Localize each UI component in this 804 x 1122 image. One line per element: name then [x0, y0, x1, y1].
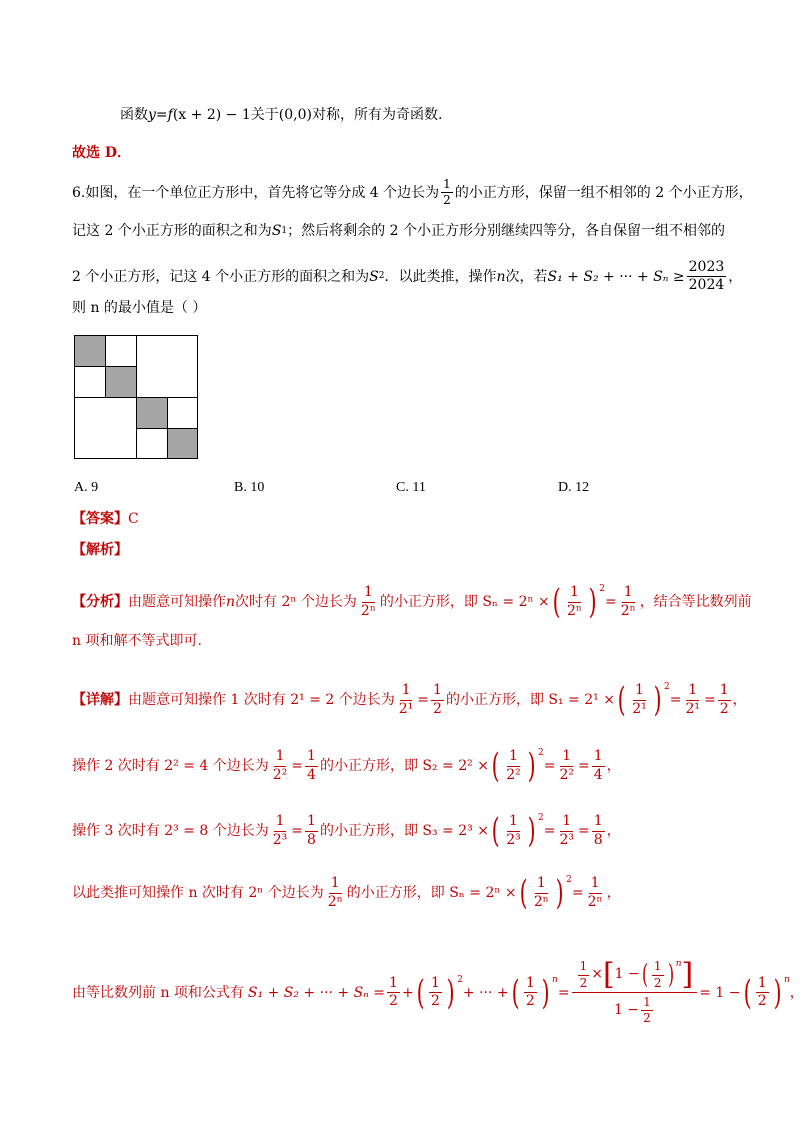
fraction — [305, 814, 318, 848]
text: 对称，所有为奇函数. — [311, 107, 443, 123]
exponent: 2 — [599, 584, 605, 594]
fenxi-label: 【分析】 — [72, 594, 128, 610]
denominator: 8 — [307, 831, 316, 848]
text: = — [604, 594, 617, 610]
denominator: 2 — [643, 1011, 651, 1026]
math-lhs: S₁ + S₂ + ··· + Sₙ = — [247, 984, 386, 1001]
numerator: 1 — [718, 683, 731, 700]
q6-line-1 — [72, 178, 753, 207]
blank-square-1 — [106, 336, 137, 367]
text: 1 − — [614, 1001, 640, 1018]
text: ， — [606, 758, 621, 774]
numerator: 1 — [622, 585, 635, 602]
text: 的小正方形，即 S₂ = 2² × — [319, 758, 489, 774]
exponent: n — [675, 959, 682, 970]
plus-sign: + — [401, 984, 414, 1001]
numerator: 1 — [507, 749, 520, 766]
math-n: n — [496, 268, 506, 285]
step2-line: 操作 2 次时有 2² = 4 个边长为 $\frac{1}{\text{2²}}$ = $\frac{1}{4}$ 的小正方形，即 S₂ = 2² × ( $\frac{1}{\text{2²}}$ ) $^2$ = $\frac{1}{\text{2²}}$ = $\frac{1}{4}$ ， — [72, 746, 621, 786]
stepn-line: 以此类推可知操作 n 次时有 2ⁿ 个边长为 $\frac{1}{\text{2ⁿ}}$ 的小正方形，即 Sₙ = 2ⁿ × ( $\frac{1}{\text{2ⁿ}}$ ) $^2$ = $\frac{1}{\text{2ⁿ}}$ ， — [72, 873, 621, 913]
option-a: A. 9 — [74, 480, 99, 495]
text: 2 个小正方形，记这 4 个小正方形的面积之和为 — [72, 268, 370, 285]
text: 关于 — [250, 107, 279, 123]
numerator: 1 — [274, 814, 287, 831]
sum-line — [72, 957, 804, 1026]
numerator: 1 — [686, 683, 699, 700]
answer-value: C — [128, 511, 139, 527]
subscript: 2 — [378, 271, 385, 282]
numerator: 1 — [400, 683, 413, 700]
denominator: 2 — [430, 993, 440, 1010]
denominator: 2 — [719, 700, 729, 717]
paren-group: ( $\frac{1}{\text{2¹}}$ ) $^2$ — [617, 680, 670, 720]
line-odd-function — [120, 108, 442, 122]
text: 的小正方形，即 Sₙ = 2ⁿ × — [346, 885, 517, 901]
fraction — [326, 876, 345, 910]
numerator: 1 — [589, 876, 602, 893]
denominator: 2³ — [559, 831, 574, 848]
numerator: 1 — [652, 960, 664, 975]
denominator: 2 — [443, 193, 451, 208]
paren-group: ( $\frac{1}{2}$ ) $^n$ — [743, 972, 790, 1013]
fraction — [565, 585, 584, 619]
denominator: 2ⁿ — [620, 602, 636, 619]
text: 由等比数列前 n 项和公式有 — [72, 984, 244, 1001]
numerator: 1 — [274, 749, 287, 766]
exponent: 2 — [538, 813, 544, 823]
paren-group: ( $\frac{1}{2}$ ) $^n$ — [511, 972, 558, 1013]
denominator: 2 — [757, 993, 767, 1010]
math-y: y — [148, 107, 156, 123]
fraction — [578, 960, 590, 989]
exponent: 2 — [566, 875, 572, 885]
shaded-square-2 — [106, 367, 137, 398]
numerator: 1 — [429, 976, 442, 993]
xiangjie-label: 【详解】 — [72, 692, 128, 708]
numerator: 1 — [560, 814, 573, 831]
fraction-half — [441, 178, 453, 207]
numerator: 1 — [329, 876, 342, 893]
text: 的小正方形，即 S₁ = 2¹ × — [445, 692, 615, 708]
text: ．以此类推，操作 — [384, 268, 497, 285]
choose-d-line — [72, 146, 131, 160]
fraction — [271, 749, 290, 783]
blank-square-3 — [168, 398, 198, 429]
answer-label: 【答案】 — [72, 511, 128, 527]
fraction — [718, 683, 731, 717]
fraction — [683, 683, 702, 717]
numerator: 1 — [578, 960, 590, 975]
xiangjie-line: 【详解】 由题意可知操作 1 次时有 2¹ = 2 个边长为 $\frac{1}{\text{2¹}}$ = $\frac{1}{2}$ 的小正方形，即 S₁ = 2¹ × ( $\frac{1}{\text{2¹}}$ ) $^2$ = $\frac{1}{\text{2¹}}$ = $\frac{1}{2}$ ， — [72, 680, 747, 720]
text: ， — [732, 692, 747, 708]
denominator: 2² — [559, 766, 574, 783]
option-b: B. 10 — [234, 480, 265, 495]
denominator: 2ⁿ — [360, 602, 376, 619]
subscript: 1 — [281, 225, 288, 236]
paren-group: ( $\frac{1}{\text{2²}}$ ) $^2$ — [491, 746, 544, 786]
numerator: 1 — [362, 585, 375, 602]
denominator: 2 — [653, 975, 662, 990]
top-right-square — [137, 336, 198, 398]
text: ，结合等比数列前 — [639, 594, 752, 610]
fraction — [641, 996, 653, 1025]
text: 故选 D． — [72, 145, 132, 161]
numerator: 1 — [305, 749, 318, 766]
text: = 1 − — [699, 984, 741, 1001]
text: 则 n 的最小值是（ ） — [72, 300, 207, 316]
denominator: 2³ — [506, 831, 521, 848]
text: n 项和解不等式即可. — [72, 633, 202, 649]
text: 的小正方形，即 S₃ = 2³ × — [319, 823, 489, 839]
fraction — [271, 814, 290, 848]
text: 次，若 — [505, 268, 548, 285]
blank-square-4 — [137, 429, 168, 459]
denominator: 8 — [593, 831, 603, 848]
text: ， — [789, 984, 804, 1001]
fraction — [619, 585, 638, 619]
numerator: 1 — [535, 876, 548, 893]
analysis-label-line — [72, 543, 128, 557]
denominator: 2024 — [688, 277, 725, 294]
text: 以此类推可知操作 n 次时有 2ⁿ 个边长为 — [72, 885, 324, 901]
numerator: 1 — [568, 585, 581, 602]
times-sign: × — [591, 966, 603, 983]
text: 记这 2 个小正方形的面积之和为 — [72, 223, 272, 239]
denominator: 2³ — [272, 831, 288, 848]
math-eq: = — [155, 107, 168, 123]
denominator: 2ⁿ — [587, 893, 603, 910]
numerator: 1 — [592, 814, 605, 831]
text: 的小正方形，即 Sₙ = 2ⁿ × — [379, 594, 550, 610]
paren-group: ( $\frac{1}{\text{2³}}$ ) $^2$ — [491, 811, 544, 851]
q6-line-2 — [72, 224, 725, 238]
math-args: (x + 2) − 1 — [172, 107, 251, 123]
shaded-square-1 — [75, 336, 106, 367]
numerator: 1 — [641, 996, 653, 1011]
text: 次时有 2ⁿ 个边长为 — [235, 594, 357, 610]
fraction — [431, 683, 444, 717]
step3-line: 操作 3 次时有 2³ = 8 个边长为 $\frac{1}{\text{2³}}$ = $\frac{1}{8}$ 的小正方形，即 S₃ = 2³ × ( $\frac{1}{\text{2³}}$ ) $^2$ = $\frac{1}{\text{2³}}$ = $\frac{1}{8}$ ， — [72, 811, 621, 851]
blank-square-2 — [75, 367, 106, 398]
big-fraction — [572, 957, 698, 1026]
denominator: 2¹ — [632, 700, 647, 717]
paren-group: ( $\frac{1}{2}$ ) $^2$ — [416, 972, 463, 1013]
fraction — [592, 814, 605, 848]
fraction — [592, 749, 605, 783]
denominator: 4 — [593, 766, 603, 783]
exponent: n — [783, 974, 790, 985]
numerator: 1 — [592, 749, 605, 766]
bottom-left-square — [75, 398, 137, 459]
ellipsis: + ··· + — [462, 984, 509, 1001]
fraction — [557, 749, 576, 783]
denominator: 2¹ — [685, 700, 700, 717]
numerator: 1 — [560, 749, 573, 766]
text: 的小正方形，保留一组不相邻的 2 个小正方形， — [454, 184, 753, 201]
fraction — [359, 585, 378, 619]
math-point: (0,0) — [278, 107, 312, 123]
numerator: 1 — [441, 178, 453, 193]
option-d: D. 12 — [558, 480, 590, 495]
text: ；然后将剩余的 2 个小正方形分别继续四等分，各自保留一组不相邻的 — [287, 223, 725, 239]
fenxi-line-2 — [72, 634, 202, 648]
math-sum: S₁ + S₂ + ··· + Sₙ ≥ — [547, 268, 685, 285]
text: 1 − — [614, 966, 640, 983]
text: 操作 2 次时有 2² = 4 个边长为 — [72, 758, 269, 774]
exponent: 2 — [538, 748, 544, 758]
denominator: 2² — [506, 766, 521, 783]
numerator: 1 — [507, 814, 520, 831]
denominator: 2¹ — [398, 700, 414, 717]
denominator: 2ⁿ — [327, 893, 343, 910]
text: 操作 3 次时有 2³ = 8 个边长为 — [72, 823, 269, 839]
denominator: 2 — [433, 700, 442, 717]
text: 6.如图，在一个单位正方形中，首先将它等分成 4 个边长为 — [72, 184, 440, 201]
math-f: f — [167, 107, 173, 123]
numerator: 1 — [524, 976, 537, 993]
text: ， — [606, 823, 621, 839]
paren-group: ( $\frac{1}{\text{2ⁿ}}$ ) $^2$ — [519, 873, 572, 913]
numerator: 1 — [387, 976, 400, 993]
text: 函数 — [120, 107, 148, 123]
denominator: 2² — [272, 766, 288, 783]
fraction — [387, 976, 400, 1010]
denominator: 2 — [579, 975, 588, 990]
exponent: 2 — [457, 974, 463, 985]
numerator: 1 — [431, 683, 444, 700]
math-s: S — [271, 223, 282, 239]
shaded-square-4 — [168, 429, 198, 459]
q6-line-3 — [72, 260, 742, 294]
option-c: C. 11 — [396, 480, 426, 495]
math-n: n — [226, 594, 236, 610]
shaded-square-3 — [137, 398, 168, 429]
fraction — [305, 749, 318, 783]
equals-sign: = — [557, 984, 570, 1001]
text: ， — [728, 268, 743, 285]
text: ， — [606, 885, 621, 901]
exponent: 2 — [664, 682, 670, 692]
denominator: 4 — [307, 766, 316, 783]
numerator: 1 — [633, 683, 646, 700]
denominator: 2 — [389, 993, 398, 1010]
big-denominator — [612, 993, 657, 1025]
text: 由题意可知操作 1 次时有 2¹ = 2 个边长为 — [128, 692, 395, 708]
big-numerator: $\frac{1}{2}$ × [ 1 − ( $\frac{1}{2}$ ) $^n$ ] — [572, 960, 698, 993]
denominator: 2ⁿ — [533, 893, 549, 910]
q6-line-4 — [72, 301, 206, 315]
analysis-label: 【解析】 — [72, 542, 128, 558]
paren-group: ( $\frac{1}{\text{2ⁿ}}$ ) $^2$ — [552, 582, 605, 622]
numerator: 2023 — [687, 260, 727, 277]
text: 由题意可知操作 — [128, 594, 226, 610]
fraction — [557, 814, 576, 848]
square-figure — [74, 335, 198, 459]
fraction — [397, 683, 416, 717]
fraction — [586, 876, 605, 910]
fraction-2023-2024 — [687, 260, 727, 294]
numerator: 1 — [756, 976, 769, 993]
denominator: 2 — [525, 993, 535, 1010]
math-s: S — [369, 268, 379, 285]
answer-line — [72, 512, 139, 526]
exponent: n — [552, 974, 558, 985]
fenxi-line — [72, 582, 752, 622]
numerator: 1 — [305, 814, 318, 831]
denominator: 2ⁿ — [567, 602, 582, 619]
